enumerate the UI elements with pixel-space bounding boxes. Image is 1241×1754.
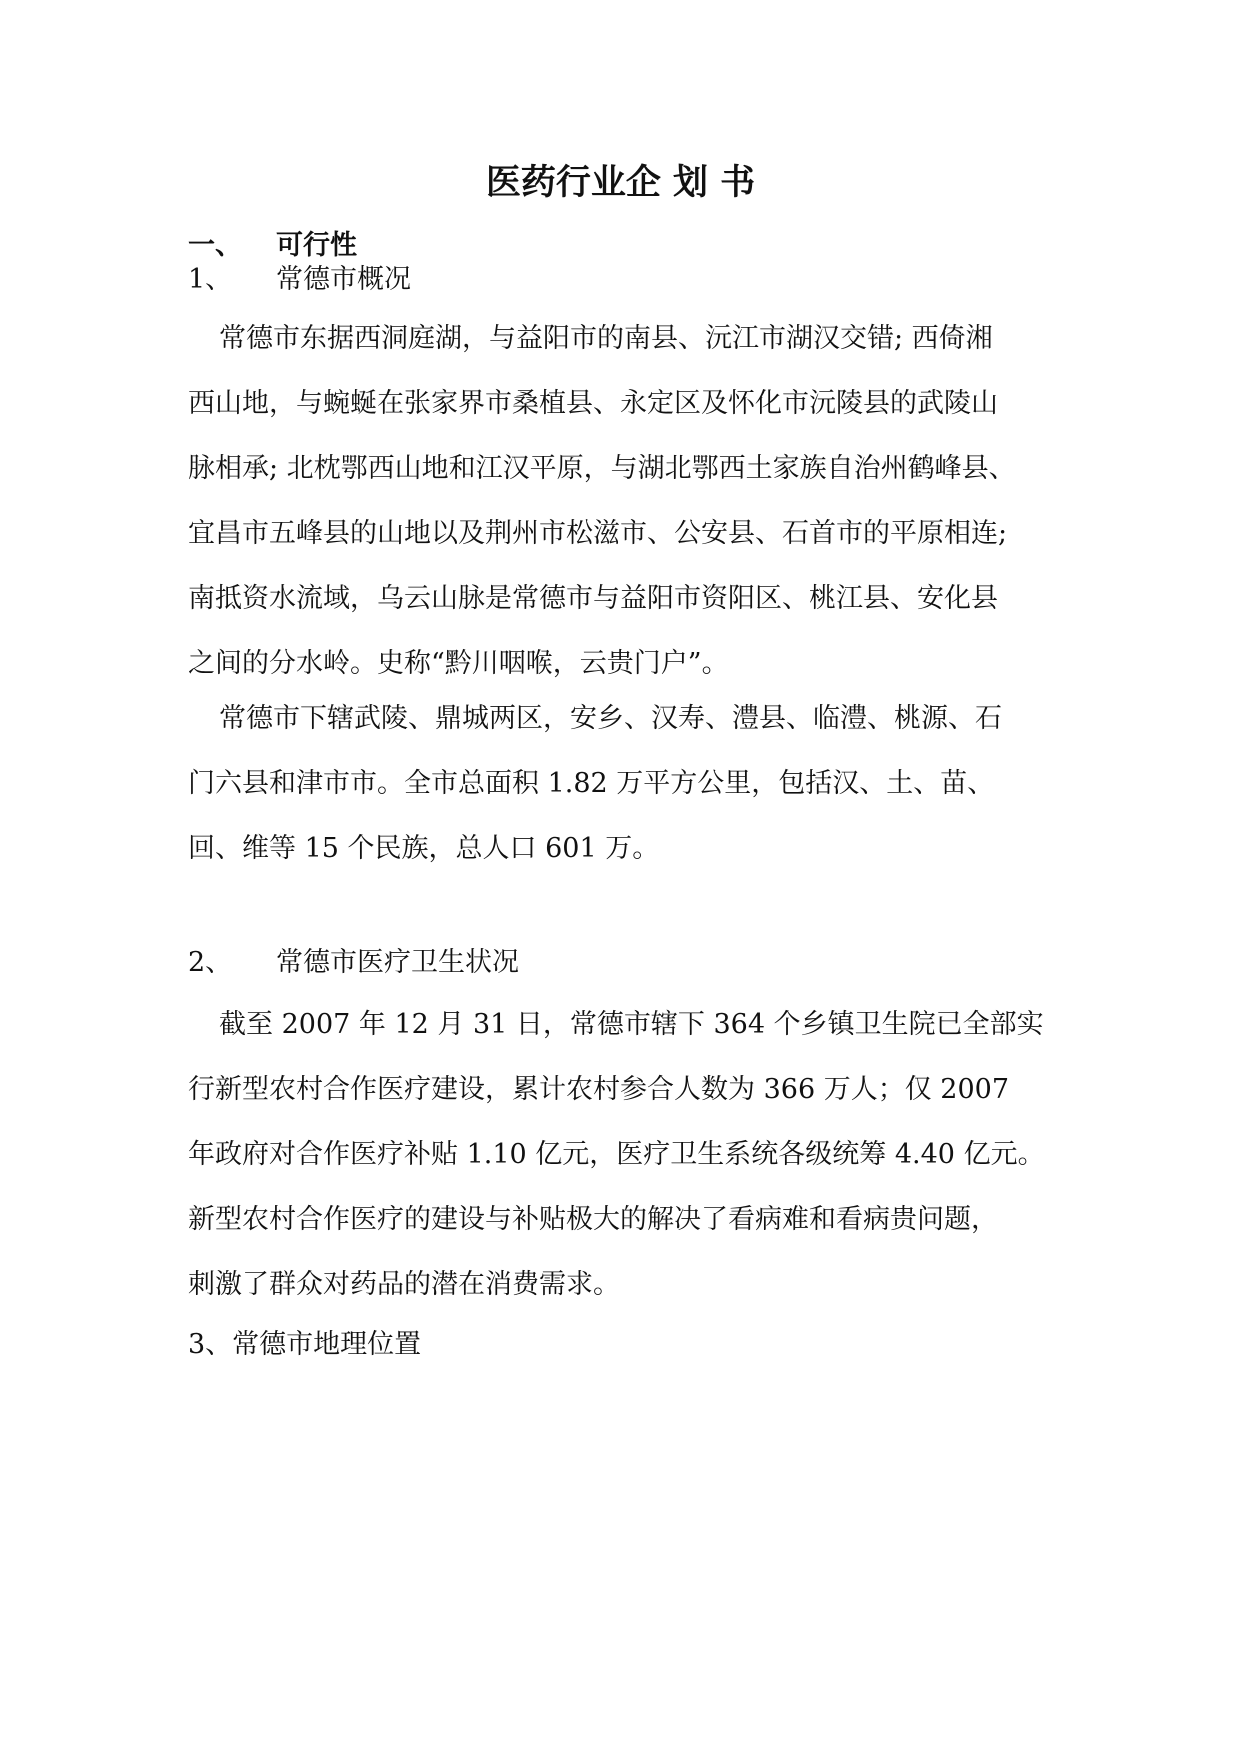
subsection-heading-healthcare [188, 943, 519, 983]
paragraph-line: 常德市下辖武陵、鼎城两区，安乡、汉寿、澧县、临澧、桃源、石 [219, 703, 1002, 734]
subsection-title: 常德市概况 [276, 264, 411, 295]
subsection-title: 常德市医疗卫生状况 [276, 947, 519, 978]
document-title: 医药行业企 划 书 [485, 163, 756, 203]
section-title: 可行性 [276, 230, 357, 261]
paragraph-line: 截至 2007 年 12 月 31 日，常德市辖下 364 个乡镇卫生院已全部实 [219, 1009, 1044, 1040]
paragraph-line: 行新型农村合作医疗建设，累计农村参合人数为 366 万人；仅 2007 [188, 1074, 1009, 1105]
paragraph-administration [188, 686, 1058, 881]
paragraph-line: 南抵资水流域，乌云山脉是常德市与益阳市资阳区、桃江县、安化县 [188, 583, 998, 614]
paragraph-healthcare [188, 992, 1058, 1317]
paragraph-line: 门六县和津市市。全市总面积 1.82 万平方公里，包括汉、土、苗、 [188, 768, 995, 799]
subsection-number: 1、 [188, 264, 233, 295]
subsection-number: 2、 [188, 947, 233, 978]
paragraph-line: 宜昌市五峰县的山地以及荆州市松滋市、公安县、石首市的平原相连; [188, 518, 1008, 549]
paragraph-line: 西山地，与蜿蜒在张家界市桑植县、永定区及怀化市沅陵县的武陵山 [188, 388, 998, 419]
paragraph-line: 刺激了群众对药品的潜在消费需求。 [188, 1269, 620, 1300]
paragraph-geography [188, 306, 1058, 696]
subsection-heading-overview [188, 260, 411, 300]
section-number: 一、 [188, 230, 242, 261]
paragraph-line: 之间的分水岭。史称“黔川咽喉，云贵门户”。 [188, 648, 729, 679]
paragraph-line: 常德市东据西洞庭湖，与益阳市的南县、沅江市湖汉交错; 西倚湘 [219, 323, 993, 354]
paragraph-line: 回、维等 15 个民族，总人口 601 万。 [188, 833, 660, 864]
paragraph-line: 新型农村合作医疗的建设与补贴极大的解决了看病难和看病贵问题， [188, 1204, 998, 1235]
paragraph-line: 年政府对合作医疗补贴 1.10 亿元，医疗卫生系统各级统筹 4.40 亿元。 [188, 1139, 1045, 1170]
paragraph-line: 脉相承; 北枕鄂西山地和江汉平原，与湖北鄂西土家族自治州鹤峰县、 [188, 453, 1016, 484]
subsection-heading-location: 3、常德市地理位置 [188, 1329, 422, 1360]
